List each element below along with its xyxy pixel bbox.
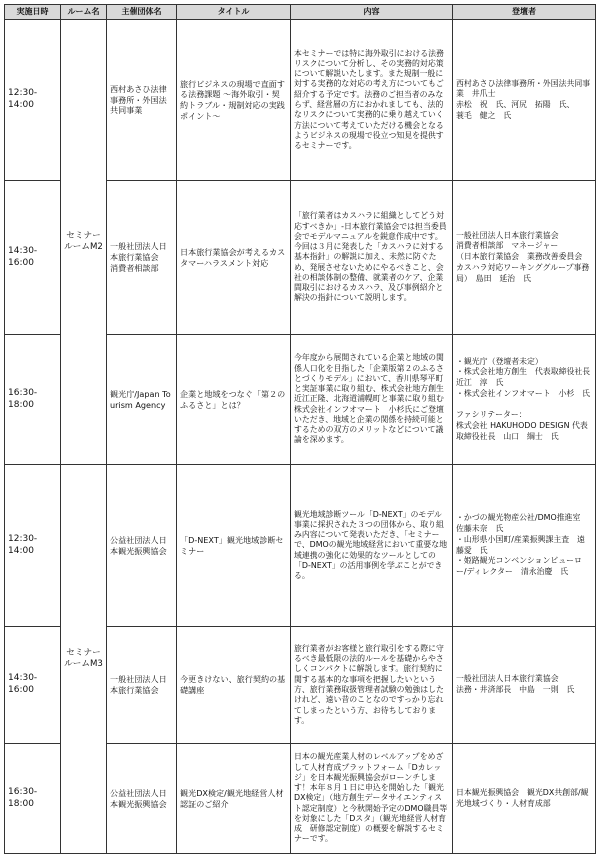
speakers-cell xyxy=(453,20,596,181)
speaker-line: 西村あさひ法律事務所・外国法共同事業 井爪士 xyxy=(456,78,591,99)
time-end: 14:00 xyxy=(8,545,34,556)
time-start: 16:30- xyxy=(8,786,38,797)
speaker-line: ・かづの観光物産公社/DMO推進室 佐藤未奈 氏 xyxy=(456,513,589,534)
speaker-line: ・株式会社インフオマート 小杉 氏 xyxy=(456,388,591,398)
header-speakers: 登壇者 xyxy=(453,5,596,20)
room-cell-m2: セミナールームM2 xyxy=(61,20,107,465)
org-cell: 観光庁/Japan Tourism Agency xyxy=(107,335,177,465)
speakers-cell xyxy=(453,181,596,335)
header-time: 実施日時 xyxy=(5,5,61,20)
time-start: 16:30- xyxy=(8,387,38,398)
title-cell: 企業と地域をつなぐ「第２のふるさと」とは？ xyxy=(177,335,291,465)
speaker-line: 蓑毛 健之 氏 xyxy=(456,110,512,120)
time-cell xyxy=(5,335,61,465)
title-cell: 今更きけない、旅行契約の基礎講座 xyxy=(177,627,291,744)
org-cell: 公益社団法人日本観光振興協会 xyxy=(107,465,177,627)
speaker-line: 法務・井済部長 中島 一則 氏 xyxy=(456,685,575,694)
content-cell: 観光地域診断ツール「D-NEXT」のモデル事業に採択された３つの団体から、取り組み内容について発表いただき、「セミナーで、DMOの観光地域経営において重要な地域連携の強化に効果的なツールとしての「D-NEXT」の活用事例を学ぶことができる。 xyxy=(291,465,453,627)
time-cell xyxy=(5,627,61,744)
time-end: 16:00 xyxy=(8,685,34,695)
content-cell: 「旅行業者はカスハラに組織としてどう対応すべきか」-日本旅行業協会では担当委員会でモデルマニュアルを鋭意作成中です。今回は３月に発表した「カスハラに対する基本指針」の解説に加え、未然に防ぐため、発展させないためにやるべきこと、会社の相談体制の整備、就業者のケア、企業間取引におけるカスハラ、及び事例紹介と解決の指針について説明します。 xyxy=(291,181,453,335)
time-end: 18:00 xyxy=(8,798,34,809)
speaker-line xyxy=(456,400,592,411)
title-cell: 「D-NEXT」観光地域診断セミナー xyxy=(177,465,291,627)
speakers-cell xyxy=(453,335,599,465)
speaker-line: 消費者相談部 マネージャー xyxy=(456,241,559,251)
title-cell: 日本旅行業協会が考えるカスタマーハラスメント対応 xyxy=(177,181,291,335)
title-cell: 旅行ビジネスの現場で直面する法務課題 ～海外取引・契約トラブル・規制対応の実践ポイント～ xyxy=(177,20,291,181)
org-cell: 公益社団法人日本観光振興協会 xyxy=(107,744,177,854)
header-org: 主催団体名 xyxy=(107,5,177,20)
org-cell: 一般社団法人日本旅行業協会 xyxy=(107,627,177,744)
content-cell: 旅行業者がお客様と旅行取引をする際に守るべき最低限の法的ルールを基礎からやさしくコンパクトに解説します。旅行契約に関する基本的な事項を把握したいという方、旅行業務取扱管理者試験の勉強はしたけれど、遠い昔のことなのですっかり忘れてしまったという方、お待ちしております。 xyxy=(291,627,453,744)
speaker-line: 一般社団法人日本旅行業協会 xyxy=(456,230,559,240)
speaker-line: ・姫路観光コンベンションビューロー/ディレクター 清永治慶 氏 xyxy=(456,556,582,576)
header-room: ルーム名 xyxy=(61,5,107,20)
speakers-cell xyxy=(453,465,596,627)
org-cell: 一般社団法人日本旅行業協会 消費者相談部 xyxy=(107,181,177,335)
table-row xyxy=(5,465,596,627)
table-row xyxy=(5,20,596,181)
header-title: タイトル xyxy=(177,5,291,20)
time-cell xyxy=(5,465,61,627)
header-content: 内容 xyxy=(291,5,453,20)
content-cell: 今年度から展開されている企業と地域の関係人口化を目指した「企業版第２のふるさとづくりモデル」において、香川県琴平町と実証事業に取り組む、株式会社地方創生 近江正隆、北海道浦幌町と事業に取り組む株式会社インフオマート 小杉氏にご登壇いただき、地域と企業の関係を持続可能とするための双方のメリットなどについて議論を深めます。 xyxy=(291,335,453,465)
speaker-line: （日本旅行業協会 業務改善委員会 カスハラ対応ワーキンググループ事務局） 島田 延治 氏 xyxy=(456,252,591,283)
time-cell xyxy=(5,744,61,854)
content-cell: 本セミナーでは特に海外取引における法務リスクについて分析し、その実務的対応策について解説いたします。また規制一般に対する実務的な対応の考え方についてもご紹介する予定です。法務のご担当者のみならず、経営層の方におかれましても、法的なリスクについて実務的に乗り越えていく方法について考えていただける機会となるようビジネスの現場で役立つ知見を提供するセミナーです。 xyxy=(291,20,453,181)
speaker-line: ファシリテーター： xyxy=(456,410,527,420)
time-start: 12:30- xyxy=(8,533,38,544)
time-start: 14:30- xyxy=(8,245,38,256)
time-start: 12:30- xyxy=(8,88,38,99)
content-cell: 日本の観光産業人材のレベルアップをめざして人材育成プラットフォーム「Dカレッジ」を日本観光振興協会がローンチします！本年８月１日に申込を開始した「観光DX検定」（地方創生データサイエンティスト認定制度）と今秋開始予定のDMO職員等を対象にした「Dスタ」（観光地経営人材育成 研修認定制度）の概要を解説するセミナーです。 xyxy=(291,744,453,854)
speaker-line: 一般社団法人日本旅行業協会 xyxy=(456,674,559,684)
time-end: 16:00 xyxy=(8,257,34,268)
room-cell-m3: セミナールームM3 xyxy=(61,465,107,854)
title-cell: 観光DX検定/観光地経営人材認証のご紹介 xyxy=(177,744,291,854)
seminar-schedule-table xyxy=(4,4,599,854)
time-start: 14:30- xyxy=(8,673,38,684)
time-end: 14:00 xyxy=(8,100,34,110)
time-cell xyxy=(5,181,61,335)
time-cell xyxy=(5,20,61,181)
speakers-cell xyxy=(453,627,596,744)
speaker-line: 赤松 祝 氏、河尻 拓陽 氏、 xyxy=(456,100,575,109)
speaker-line: ・山形県小国町/産業振興課主査 遠藤愛 氏 xyxy=(456,534,585,555)
speaker-line: 株式会社 HAKUHODO DESIGN 代表取締役社長 山口 綱士 氏 xyxy=(456,420,588,441)
header-row xyxy=(5,5,596,20)
org-cell: 西村あさひ法律事務所・外国法共同事業 xyxy=(107,20,177,181)
speakers-cell xyxy=(453,744,596,854)
speaker-line: ・株式会社地方創生 代表取締役社長 近江 淳 氏 xyxy=(456,367,599,388)
speaker-line: ・観光庁（登壇者未定） xyxy=(456,356,543,366)
time-end: 18:00 xyxy=(8,399,34,410)
speaker-line: 日本観光振興協会 観光DX共創部/観光地域づくり・人材育成部 xyxy=(456,787,589,808)
